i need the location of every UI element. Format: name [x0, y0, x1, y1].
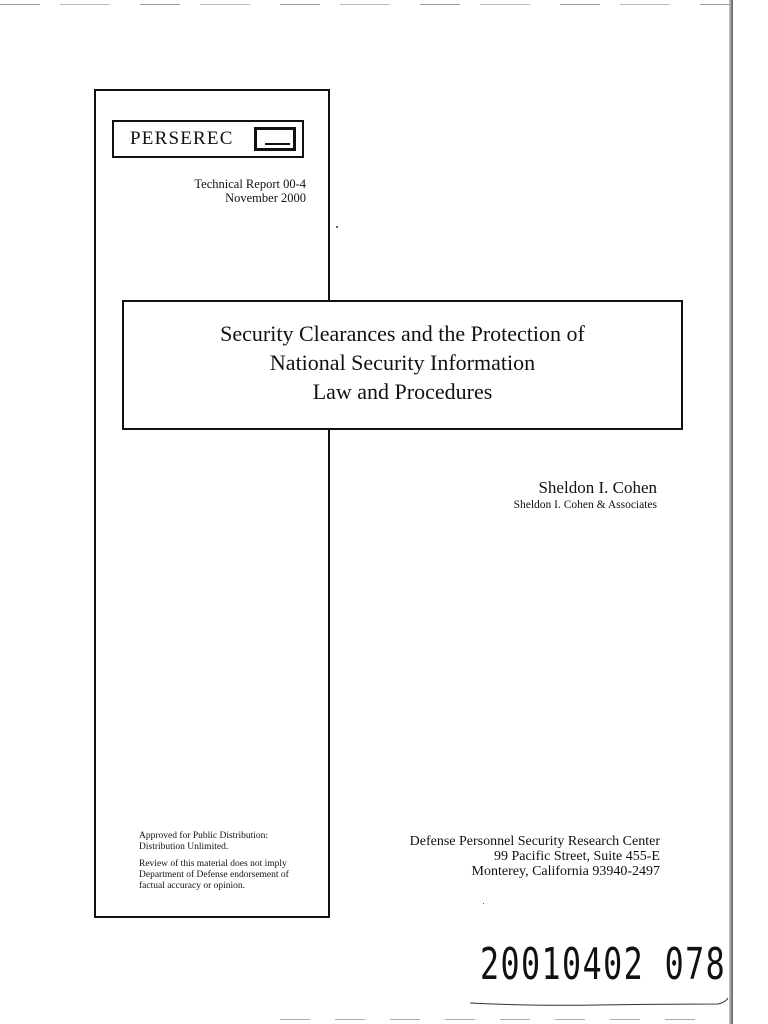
notice-line-2: Distribution Unlimited. [139, 842, 229, 852]
logo-mark-icon [254, 127, 296, 151]
speck-mark [483, 903, 484, 904]
left-panel-frame [94, 89, 330, 918]
organization-address [360, 834, 660, 879]
report-number: Technical Report 00-4 [194, 177, 306, 191]
address-city: Monterey, California 93940-2497 [471, 864, 660, 879]
title-box [122, 300, 683, 430]
review-line-1: Review of this material does not imply [139, 859, 287, 869]
title-line-2: National Security Information [269, 350, 536, 375]
author-affiliation: Sheldon I. Cohen & Associates [513, 499, 657, 511]
page-edge-right [729, 0, 733, 1024]
page-edge-bottom [280, 1019, 720, 1020]
title-line-1: Security Clearances and the Protection of [220, 321, 585, 346]
logo-text: PERSEREC [130, 128, 234, 149]
review-line-3: factual accuracy or opinion. [139, 881, 246, 891]
report-info [150, 177, 306, 205]
author-name: Sheldon I. Cohen [538, 478, 657, 497]
accession-number: 20010402 078 [480, 939, 727, 990]
address-org: Defense Personnel Security Research Center [409, 834, 660, 849]
report-date: November 2000 [225, 191, 306, 205]
perserec-logo [112, 120, 304, 158]
author-block [420, 478, 657, 512]
notice-line-1: Approved for Public Distribution: [139, 831, 269, 841]
address-street: 99 Pacific Street, Suite 455-E [493, 849, 660, 864]
page-edge-top [0, 4, 729, 5]
title-line-3: Law and Procedures [312, 379, 493, 404]
speck-mark [336, 226, 338, 228]
document-title [124, 319, 681, 406]
review-line-2: Department of Defense endorsement of [139, 870, 289, 880]
distribution-notice [139, 831, 329, 898]
underline-scribble [468, 995, 730, 1009]
